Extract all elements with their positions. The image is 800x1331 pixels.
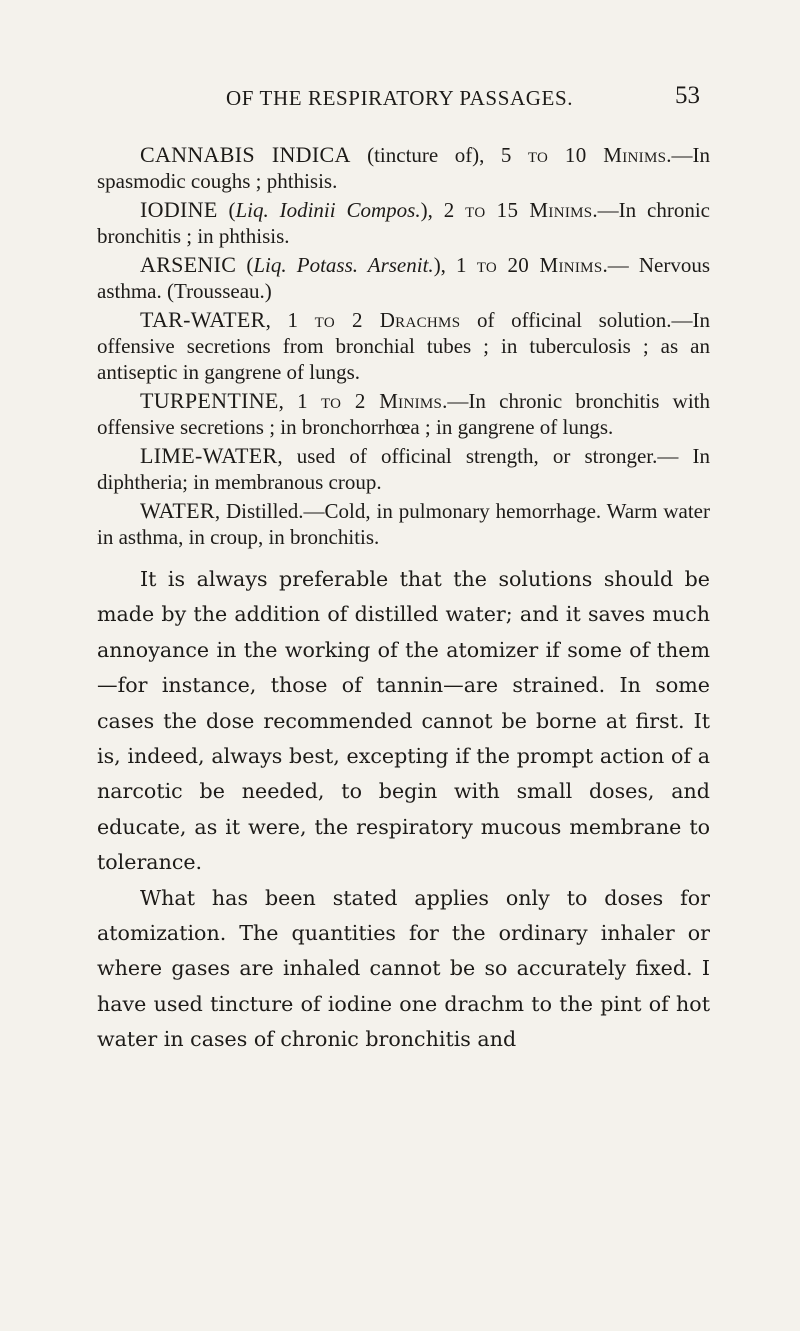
remedy-dose: to 10 Minims [527, 143, 667, 167]
paragraph: What has been stated applies only to doses for atomization. The quantities for the ordinary inhaler or where gases are inhaled cannot be so accurately fixed. I have used tincture of iodine one drachm to the pint of hot water in cases of chronic bronchitis and [97, 885, 710, 1052]
remedy-use: of officinal solution.—In offensive secretions from bronchial tubes ; in tuberculosis ; as an antiseptic in gangrene of lungs. [97, 308, 710, 384]
remedy-entry [97, 197, 710, 249]
remedy-name: IODINE [140, 197, 218, 222]
remedy-preparation: (tincture of), 5 [350, 143, 528, 167]
remedy-preparation: , 1 [278, 389, 321, 413]
remedy-preparation-open: ( [236, 253, 254, 277]
remedy-name: LIME-WATER [140, 443, 278, 468]
remedy-entry [97, 443, 710, 495]
remedy-preparation-latin: Liq. Potass. Arsenit. [253, 253, 434, 277]
remedy-use: .— Nervous asthma. (Trousseau.) [97, 253, 711, 303]
remedy-preparation-close: ), 1 [433, 253, 477, 277]
remedy-use: , used of officinal strength, or stronger.— In diphtheria; in membranous croup. [97, 444, 710, 494]
remedy-preparation-open: ( [217, 198, 236, 222]
page-number: 53 [675, 82, 700, 109]
body-text [97, 562, 710, 1058]
remedy-name: TAR-WATER [140, 307, 266, 332]
remedy-dose: to 2 Drachms [314, 308, 461, 332]
remedy-list [97, 142, 710, 553]
remedy-use: .—In chronic bronchitis with offensive secretions ; in bronchorrhœa ; in gangrene of lungs. [97, 389, 710, 439]
remedy-preparation: , 1 [265, 308, 315, 332]
remedy-use: .—In chronic bronchitis ; in phthisis. [97, 198, 711, 248]
remedy-entry [97, 388, 710, 440]
paragraph: It is always preferable that the solutions should be made by the addition of distilled water; and it saves much annoyance in the working of the atomizer if some of them—for instance, those of tannin—are strained. In some cases the dose recommended cannot be borne at first. It is, indeed, always best, excepting if the prompt action of a narcotic be needed, to begin with small doses, and educate, as it were, the respiratory mucous membrane to tolerance. [97, 567, 710, 875]
remedy-name: CANNABIS INDICA [140, 142, 351, 167]
remedy-name: WATER [140, 498, 215, 523]
remedy-use: .—In spasmodic coughs ; phthisis. [97, 143, 710, 193]
remedy-entry [97, 142, 710, 194]
remedy-preparation-close: ), 2 [420, 198, 466, 222]
remedy-name: ARSENIC [140, 252, 237, 277]
remedy-dose: to 20 Minims [476, 253, 603, 277]
running-head: OF THE RESPIRATORY PASSAGES. [226, 86, 574, 110]
remedy-dose: to 15 Minims [465, 198, 593, 222]
remedy-preparation-latin: Liq. Iodinii Compos. [235, 198, 421, 222]
remedy-entry [97, 252, 710, 304]
remedy-entry [97, 307, 710, 385]
remedy-dose: to 2 Minims [320, 389, 443, 413]
remedy-use: , Distilled.—Cold, in pulmonary hemorrhage. Warm water in asthma, in croup, in bronchitis. [97, 499, 710, 549]
page-header [0, 76, 800, 112]
remedy-entry [97, 498, 710, 550]
remedy-name: TURPENTINE [140, 388, 279, 413]
